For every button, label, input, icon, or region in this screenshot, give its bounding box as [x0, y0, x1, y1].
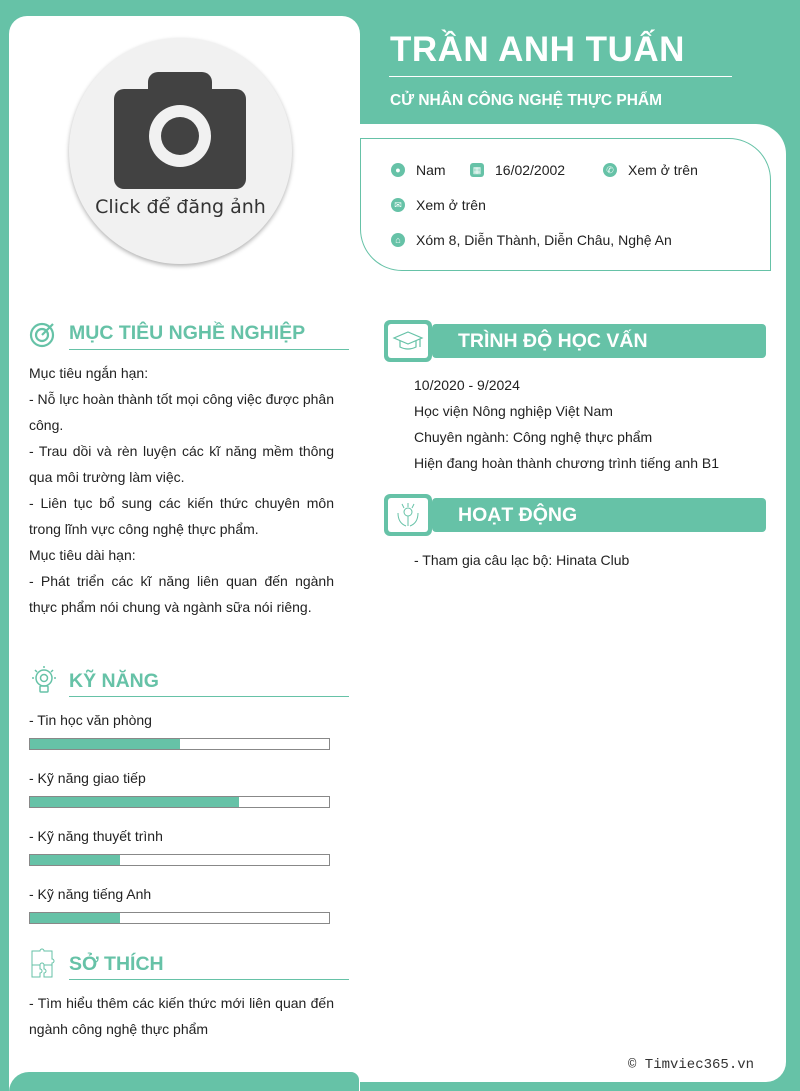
copyright-footer: © Timviec365.vn [628, 1057, 755, 1073]
contact-gender [391, 162, 446, 178]
education-heading [432, 324, 766, 358]
education-content [414, 372, 719, 476]
skill-bar [29, 912, 330, 924]
education-school: Học viện Nông nghiệp Việt Nam [414, 403, 613, 419]
skills-heading [69, 670, 159, 693]
education-heading-text: TRÌNH ĐỘ HỌC VẤN [458, 330, 648, 352]
education-major: Chuyên ngành: Công nghệ thực phẩm [414, 429, 653, 445]
skill-bar-fill [30, 913, 120, 923]
skill-bar [29, 854, 330, 866]
name-divider [389, 76, 732, 77]
activities-content [414, 547, 629, 573]
objective-line: - Nỗ lực hoàn thành tốt mọi công việc được phân công. [29, 391, 334, 433]
activities-heading-text: HOẠT ĐỘNG [458, 504, 578, 526]
objective-heading [69, 322, 305, 345]
bottom-notch [9, 1072, 359, 1091]
skill-bar-fill [30, 855, 120, 865]
skill-bar [29, 796, 330, 808]
gender-value: Nam [416, 162, 446, 178]
activities-heading [432, 498, 766, 532]
user-icon: ● [391, 163, 405, 177]
skill-label: - Kỹ năng tiếng Anh [29, 886, 152, 902]
skill-bar-fill [30, 739, 180, 749]
activity-item: - Tham gia câu lạc bộ: Hinata Club [414, 552, 630, 568]
skills-heading-text: KỸ NĂNG [69, 670, 159, 692]
address-value: Xóm 8, Diễn Thành, Diễn Châu, Nghệ An [416, 232, 672, 248]
email-icon: ✉ [391, 198, 405, 212]
graduation-cap-icon [392, 329, 424, 353]
skill-bar [29, 738, 330, 750]
objective-line: Mục tiêu dài hạn: [29, 547, 136, 563]
contact-address [391, 232, 672, 248]
education-icon-box [384, 320, 432, 362]
activities-icon-box [384, 494, 432, 536]
objective-content [29, 360, 334, 620]
skill-label: - Kỹ năng thuyết trình [29, 828, 163, 844]
lightbulb-gear-icon [29, 665, 59, 697]
skill-label: - Tin học văn phòng [29, 712, 152, 728]
objective-divider [69, 349, 349, 350]
phone-icon: ✆ [603, 163, 617, 177]
skill-label: - Kỹ năng giao tiếp [29, 770, 146, 786]
phone-value: Xem ở trên [628, 162, 698, 178]
objective-line: - Liên tục bổ sung các kiến thức chuyên môn trong lĩnh vực công nghệ thực phẩm. [29, 495, 334, 537]
skills-divider [69, 696, 349, 697]
hobbies-heading-text: SỞ THÍCH [69, 953, 164, 975]
contact-phone [603, 162, 698, 178]
hobbies-divider [69, 979, 349, 980]
home-icon: ⌂ [391, 233, 405, 247]
hands-growth-icon [394, 501, 422, 529]
camera-icon-lens [161, 117, 199, 155]
contact-birthday [470, 162, 565, 178]
candidate-title: CỬ NHÂN CÔNG NGHỆ THỰC PHẨM [390, 92, 662, 109]
calendar-icon: ▦ [470, 163, 484, 177]
skill-bar-fill [30, 797, 239, 807]
education-period: 10/2020 - 9/2024 [414, 377, 520, 393]
candidate-name: TRẦN ANH TUẤN [390, 30, 685, 69]
hobbies-heading [69, 953, 164, 976]
contact-email [391, 197, 486, 213]
education-note: Hiện đang hoàn thành chương trình tiếng anh B1 [414, 455, 719, 471]
objective-line: - Trau dồi và rèn luyện các kĩ năng mềm thông qua môi trường làm việc. [29, 443, 334, 485]
birthday-value: 16/02/2002 [495, 162, 566, 178]
puzzle-icon [29, 948, 59, 980]
target-icon [29, 320, 57, 348]
objective-heading-text: MỤC TIÊU NGHỀ NGHIỆP [69, 322, 306, 344]
hobbies-content: - Tìm hiểu thêm các kiến thức mới liên quan đến ngành công nghệ thực phẩm [29, 995, 334, 1037]
objective-line: Mục tiêu ngắn hạn: [29, 365, 149, 381]
email-value: Xem ở trên [416, 197, 486, 213]
avatar-upload-label[interactable]: Click để đăng ảnh [95, 196, 266, 218]
objective-line: - Phát triển các kĩ năng liên quan đến ngành thực phẩm nói chung và ngành sữa nói riêng. [29, 573, 334, 615]
